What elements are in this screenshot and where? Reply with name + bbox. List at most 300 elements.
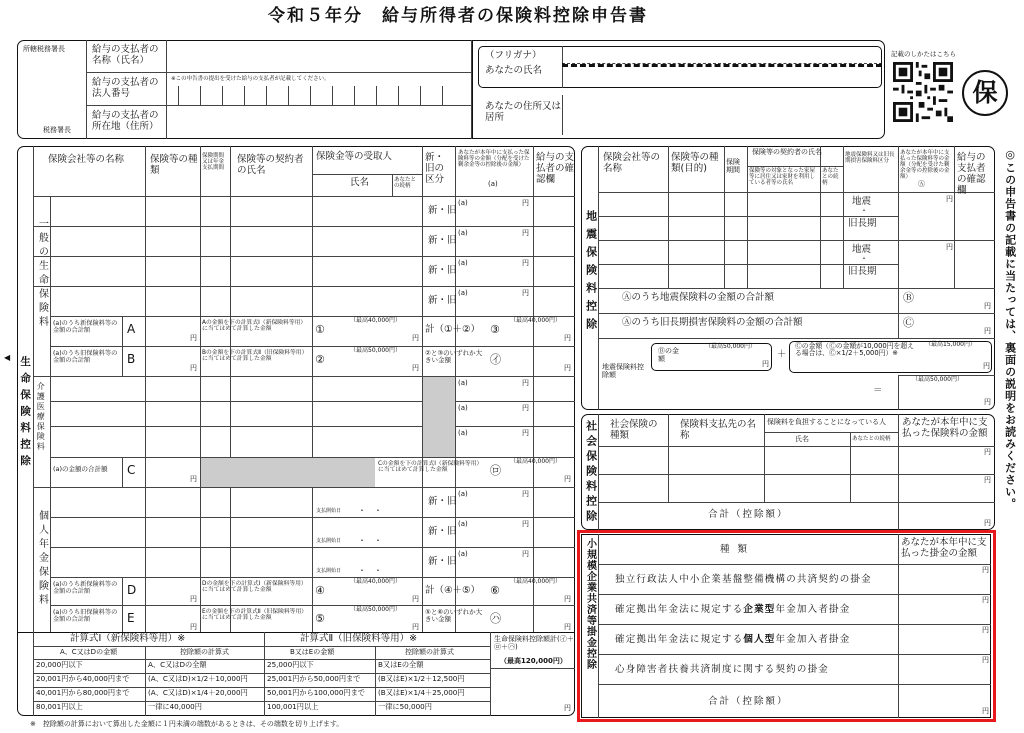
- grid-vline: [598, 534, 599, 718]
- summary-letter: E: [127, 611, 135, 625]
- yen-unit: 円: [412, 364, 419, 372]
- grid-vline: [50, 316, 51, 376]
- small-biz-label: 小規模企業共済等掛金控除: [584, 538, 596, 670]
- yen-unit: 円: [412, 623, 419, 631]
- yen-unit: 円: [522, 429, 529, 437]
- circ-number: ①: [315, 323, 325, 336]
- circ-number: ㋑: [490, 353, 501, 366]
- right-calc-label: ⑤と⑥のいずれか大きい金額: [425, 608, 483, 624]
- yen-unit: 円: [522, 199, 529, 207]
- summary-label: (a)のうち新保険料等の金額の合計額: [53, 320, 118, 334]
- circ-number: ㋺: [490, 464, 501, 477]
- yen-unit: 円: [984, 398, 991, 406]
- calc-cell: 50,001円から100,000円まで: [267, 688, 365, 697]
- calc-amount-field[interactable]: [330, 326, 410, 344]
- footnote: ※ 控除額の計算において算出した金額に１円未満の端数があるときは、その端数を切り上げます。: [30, 720, 344, 728]
- grid-vline: [264, 632, 265, 716]
- quake-kind: 旧長期: [848, 218, 877, 229]
- grid-hline: [598, 594, 991, 595]
- grid-hline: [598, 654, 991, 655]
- digit-divider: [222, 86, 223, 106]
- a-marker: (a): [458, 490, 468, 498]
- yen-unit: 円: [564, 704, 571, 712]
- yen-unit: 円: [564, 595, 571, 603]
- life-col-header: 氏名: [350, 177, 370, 188]
- quake-total-field[interactable]: [900, 385, 980, 407]
- yen-unit: 円: [190, 475, 197, 483]
- page-title: 令和５年分 給与所得者の保険料控除申告書: [268, 6, 648, 26]
- grid-vline: [230, 146, 231, 632]
- grid-vline: [820, 146, 821, 288]
- calc-cell: 80,001円以上: [36, 702, 83, 711]
- plus-sign: ＋: [777, 349, 787, 360]
- small-biz-amount-field[interactable]: [900, 566, 980, 592]
- calc-cell: (A、C又はD)×1/4＋20,000円: [148, 688, 248, 697]
- grid-vline: [145, 646, 146, 716]
- grid-vline: [122, 316, 123, 346]
- new-old-marker: 新・旧: [428, 235, 457, 246]
- small-biz-row-label: 独立行政法人中小企業基盤整備機構の共済契約の掛金: [615, 574, 872, 585]
- new-old-marker: 新・旧: [428, 265, 457, 276]
- circ-number: ④: [315, 584, 325, 597]
- formula1-title: 計算式Ⅰ（新保険料等用）※: [70, 633, 186, 644]
- quake-col-header: 保険等の契約者の氏名: [752, 148, 822, 156]
- social-col-header: 保険料支払先の名称: [680, 419, 757, 441]
- yen-unit: 円: [522, 259, 529, 267]
- grid-hline: [598, 474, 995, 475]
- small-biz-total-field[interactable]: [900, 686, 980, 714]
- payer-address-label: 給与の支払者の所在地（住所）: [92, 110, 159, 132]
- quake-b-label: Ⓐのうち地震保険料の金額の合計額: [622, 292, 775, 303]
- calc-col-header: 控除額の計算式: [180, 648, 229, 656]
- grid-vline: [533, 146, 534, 632]
- calc-cell: 40,001円から80,000円まで: [36, 688, 130, 697]
- circ-number: ②: [315, 353, 325, 366]
- yen-unit: 円: [982, 626, 989, 634]
- digit-divider: [420, 86, 421, 106]
- grid-hline: [598, 564, 991, 565]
- tax-office-suffix: 税務署長: [43, 126, 71, 134]
- formula2-title: 計算式Ⅱ（旧保険料等用）※: [300, 633, 418, 644]
- date-dots: ・ ・: [358, 566, 382, 575]
- life-total-field[interactable]: [493, 672, 563, 712]
- grid-vline: [312, 146, 313, 632]
- yen-unit: 円: [190, 623, 197, 631]
- calc-label: Aの金額を下の計算式Ⅰ（新保険料等用）に当てはめて計算した金額: [202, 320, 307, 333]
- your-address-label: あなたの住所又は居所: [485, 101, 562, 123]
- yen-unit: 円: [522, 550, 529, 558]
- summary-label: (a)のうち旧保険料等の金額の合計額: [53, 350, 118, 364]
- small-biz-col-kind: 種類: [720, 544, 756, 555]
- digit-divider: [244, 86, 245, 106]
- tax-office-label: 所轄税務署長: [23, 45, 65, 53]
- a-marker: (a): [458, 229, 468, 237]
- digit-divider: [266, 86, 267, 106]
- calc-label: Dの金額を下の計算式Ⅰ（新保険料等用）に当てはめて計算した金額: [202, 581, 307, 594]
- calc-cell: (B又はE)×1/2＋12,500円: [378, 674, 465, 683]
- circ-number: ⑥: [490, 584, 500, 597]
- quake-col-header: 給与の支払者の確認欄: [957, 152, 986, 196]
- summary-amount-field[interactable]: [135, 579, 195, 605]
- earthquake-label: 地震保険料控除: [584, 210, 598, 336]
- max-label: （最高50,000円）: [705, 343, 756, 350]
- yen-unit: 円: [564, 475, 571, 483]
- small-biz-row-label: 確定拠出年金法に規定する個人型年金加入者掛金: [615, 634, 851, 645]
- quake-kind: 地震: [852, 196, 872, 207]
- life-col-header: 保険等の種類: [150, 154, 198, 176]
- new-old-marker: 新・旧: [428, 295, 457, 306]
- premium-amount-field[interactable]: [470, 377, 532, 400]
- date-dots: ・ ・: [358, 536, 382, 545]
- calc-col-header: A、C又はDの金額: [60, 648, 118, 656]
- yen-unit: 円: [190, 595, 197, 603]
- yen-unit: 円: [522, 229, 529, 237]
- max-label: （最高15,000円）: [925, 341, 976, 348]
- calc-cell: 20,000円以下: [36, 660, 83, 669]
- yen-unit: 円: [190, 334, 197, 342]
- grid-vline: [598, 414, 599, 530]
- yen-unit: 円: [946, 243, 953, 251]
- max-label: （最高40,000円）: [350, 578, 401, 585]
- small-biz-row-label: 確定拠出年金法に規定する企業型年金加入者掛金: [615, 604, 851, 615]
- payer-number-field[interactable]: [167, 73, 472, 106]
- medical-label: 介護医療保険料: [36, 382, 46, 452]
- pay-start-label: 支払開始日: [316, 538, 342, 544]
- a-marker: (a): [458, 289, 468, 297]
- grid-vline: [392, 174, 393, 196]
- premium-amount-field[interactable]: [470, 548, 532, 576]
- quake-col-header: あなたとの続柄: [822, 168, 839, 187]
- new-old-marker: 新・旧: [428, 526, 457, 537]
- calc-cell: B又はEの全額: [378, 660, 424, 669]
- social-col-header: あなたとの続柄: [852, 436, 891, 442]
- grid-hline: [50, 346, 575, 347]
- grid-hline: [598, 192, 995, 193]
- grid-hline: [598, 338, 995, 339]
- life-col-header: 新・旧の区分: [425, 152, 445, 185]
- qr-label: 記載のしかたはこちら: [891, 50, 956, 58]
- yen-unit: 円: [522, 520, 529, 528]
- general-life-label: 一般の生命保険料: [36, 218, 48, 330]
- digit-divider: [376, 86, 377, 106]
- grid-vline: [598, 146, 599, 410]
- social-col-header: 氏名: [795, 435, 809, 443]
- quake-amount-field[interactable]: [900, 194, 952, 238]
- life-col-header: あなたが本年中に支払った保険料等の金額（分配を受けた剰余金等の控除後の金額）: [458, 150, 530, 169]
- digit-divider: [354, 86, 355, 106]
- small-biz-col-amount: あなたが本年中に支払った掛金の金額: [901, 537, 987, 559]
- payer-address-field[interactable]: [167, 106, 472, 139]
- social-label: 社会保険料控除: [584, 420, 598, 525]
- grid-hline: [598, 313, 995, 314]
- yen-unit: 円: [412, 334, 419, 342]
- life-col-header: 保険金等の受取人: [316, 151, 393, 162]
- grid-vline: [764, 414, 765, 502]
- right-calc-label: 計（①＋②）: [425, 324, 481, 335]
- summary-label: (a)のうち旧保険料等の金額の合計額: [53, 609, 118, 623]
- quake-kind-sep: ・: [860, 254, 868, 263]
- grid-vline: [50, 487, 51, 577]
- summary-amount-field[interactable]: [135, 459, 195, 485]
- grid-vline: [122, 605, 123, 635]
- grid-vline: [954, 146, 955, 288]
- payer-number-note: ※この申告書の提出を受けた給与の支払者が記載してください。: [171, 76, 330, 82]
- max-label: （最高50,000円）: [350, 347, 401, 354]
- grid-hline: [598, 502, 995, 503]
- life-arrow-icon: ◀: [4, 353, 11, 362]
- small-biz-amount-field[interactable]: [900, 596, 980, 622]
- quake-kind: 地震: [852, 244, 872, 255]
- grid-vline: [490, 632, 491, 716]
- yen-unit: 円: [984, 327, 991, 335]
- calc-cell: 25,000円以下: [267, 660, 314, 669]
- quake-kind: 旧長期: [848, 266, 877, 277]
- small-biz-row-label: 心身障害者扶養共済制度に関する契約の掛金: [615, 664, 830, 675]
- premium-amount-field[interactable]: [470, 227, 532, 255]
- life-total-max: （最高120,000円）: [500, 657, 567, 665]
- grid-vline: [747, 146, 748, 288]
- right-calc-label: ②と③のいずれか大きい金額: [425, 349, 483, 365]
- quake-amount-field[interactable]: [900, 242, 952, 286]
- payer-name-field[interactable]: [167, 40, 472, 73]
- pay-start-label: 支払開始日: [316, 508, 342, 514]
- yen-unit: 円: [984, 476, 991, 484]
- pension-label: 個人年金保険料: [36, 510, 48, 608]
- social-total-label: 合計（控除額）: [708, 509, 789, 520]
- grid-vline: [898, 414, 899, 530]
- calc-amount-field[interactable]: [330, 356, 410, 374]
- shaded-cell: [201, 458, 375, 487]
- social-amount-field[interactable]: [900, 448, 980, 472]
- yen-unit: 円: [522, 490, 529, 498]
- shaded-cell: [423, 377, 455, 457]
- grid-hline: [598, 240, 995, 241]
- digit-divider: [332, 86, 333, 106]
- grid-vline: [50, 196, 51, 316]
- yen-unit: 円: [982, 596, 989, 604]
- quake-col-header: 保険期間: [726, 158, 740, 175]
- quake-c-letter: Ⓒ: [903, 316, 914, 329]
- your-address-field[interactable]: [563, 95, 881, 135]
- digit-divider: [310, 86, 311, 106]
- quake-col-header: 保険会社等の名称: [603, 152, 661, 174]
- yen-unit: 円: [984, 302, 991, 310]
- grid-hline: [33, 646, 490, 647]
- a-marker: (a): [458, 550, 468, 558]
- life-col-header: 給与の支払者の確認欄: [536, 152, 575, 185]
- life-col-header: (a): [488, 180, 498, 188]
- max-label: （最高50,000円）: [350, 606, 401, 613]
- digit-divider: [288, 86, 289, 106]
- a-marker: (a): [458, 429, 468, 437]
- calc-amount-field[interactable]: [330, 587, 410, 605]
- a-marker: (a): [458, 404, 468, 412]
- grid-hline: [598, 446, 995, 447]
- social-total-field[interactable]: [900, 504, 980, 528]
- small-biz-total-label: 合計（控除額）: [708, 696, 789, 707]
- right-calc-label: 計（④＋⑤）: [425, 585, 481, 596]
- furigana-label: （フリガナ）: [485, 50, 542, 61]
- calc-label: Cの金額を下の計算式Ⅰ（新保険料等用）に当てはめて計算した金額: [378, 461, 483, 474]
- calc-label: Eの金額を下の計算式Ⅱ（旧保険料等用）に当てはめて計算した金額: [202, 609, 308, 622]
- quake-calc-c: Ⓒの金額（Ⓒの金額が10,000円を超える場合は、Ⓒ×1/2＋5,000円）※: [795, 342, 914, 358]
- premium-amount-field[interactable]: [470, 197, 532, 225]
- summary-letter: D: [127, 583, 137, 597]
- a-marker: (a): [458, 199, 468, 207]
- quake-kind-sep: ・: [860, 206, 868, 215]
- premium-amount-field[interactable]: [470, 518, 532, 546]
- grid-vline: [375, 646, 376, 716]
- calc-amount-field[interactable]: [330, 615, 410, 633]
- your-name-field[interactable]: [563, 64, 881, 87]
- life-col-header: 保険会社等の名称: [48, 154, 125, 165]
- grid-vline: [122, 577, 123, 607]
- premium-amount-field[interactable]: [470, 427, 532, 450]
- side-note: ◎この申告書の記載に当たっては、裏面の説明をお読みください。: [1003, 148, 1017, 510]
- grid-vline: [668, 146, 669, 288]
- yen-unit: 円: [522, 379, 529, 387]
- grid-vline: [843, 146, 844, 288]
- calc-cell: 100,001円以上: [267, 702, 319, 711]
- summary-label: (a)のうち新保険料等の金額の合計額: [53, 581, 118, 595]
- summary-letter: A: [127, 322, 136, 336]
- digit-divider: [398, 86, 399, 106]
- life-section-label: 生命保険料控除: [19, 356, 32, 472]
- premium-amount-field[interactable]: [470, 257, 532, 285]
- summary-letter: B: [127, 352, 136, 366]
- calc-col-header: B又はEの金額: [290, 648, 335, 656]
- grid-hline: [50, 316, 575, 317]
- grid-vline: [33, 632, 34, 716]
- calc-cell: 25,001円から50,000円まで: [267, 674, 361, 683]
- small-biz-amount-field[interactable]: [900, 626, 980, 652]
- life-col-header: 保険期間又は年金支払期間: [202, 153, 225, 172]
- yen-unit: 円: [762, 360, 769, 368]
- premium-amount-field[interactable]: [470, 488, 532, 516]
- yen-unit: 円: [982, 707, 989, 715]
- calc-cell: 20,001円から40,000円まで: [36, 674, 130, 683]
- max-label: （最高50,000円）: [912, 376, 963, 383]
- grid-hline: [50, 577, 575, 578]
- grid-hline: [490, 668, 575, 669]
- quake-col-header: 保険等の種類(目的): [671, 152, 719, 174]
- grid-vline: [724, 146, 725, 288]
- quake-calc-label: 地震保険料控除額: [602, 363, 644, 380]
- yen-unit: 円: [522, 289, 529, 297]
- summary-amount-field[interactable]: [135, 318, 195, 344]
- a-marker: (a): [458, 259, 468, 267]
- yen-unit: 円: [522, 404, 529, 412]
- quake-c-label: Ⓐのうち旧長期損害保険料の金額の合計額: [622, 317, 803, 328]
- calc-cell: (B又はE)×1/4＋25,000円: [378, 688, 465, 697]
- grid-hline: [50, 605, 575, 606]
- pay-start-label: 支払開始日: [316, 568, 342, 574]
- seal-mark: 保: [962, 70, 1008, 116]
- grid-vline: [898, 375, 899, 410]
- yen-unit: 円: [564, 364, 571, 372]
- grid-vline: [898, 534, 899, 718]
- grid-hline: [598, 624, 991, 625]
- yen-unit: 円: [982, 656, 989, 664]
- yen-unit: 円: [564, 623, 571, 631]
- summary-amount-field[interactable]: [135, 348, 195, 374]
- grid-vline: [668, 414, 669, 502]
- grid-vline: [122, 346, 123, 376]
- yen-unit: 円: [946, 195, 953, 203]
- quake-col-header: 保険等の対象となった家屋等に居住又は家財を利用している者等の氏名: [749, 168, 816, 187]
- grid-vline: [898, 146, 899, 288]
- calc-cell: A、C又はDの全額: [148, 660, 207, 669]
- qr-code-icon[interactable]: [893, 62, 953, 122]
- grid-hline: [598, 288, 995, 289]
- summary-amount-field[interactable]: [135, 607, 195, 633]
- social-col-header: 保険料を負担することになっている人: [767, 418, 886, 426]
- yen-unit: 円: [982, 566, 989, 574]
- small-biz-amount-field[interactable]: [900, 656, 980, 682]
- quake-b-letter: Ⓑ: [903, 291, 914, 304]
- digit-divider: [442, 86, 443, 106]
- grid-vline: [200, 146, 201, 632]
- grid-hline: [764, 432, 898, 433]
- new-old-marker: 新・旧: [428, 556, 457, 567]
- date-dots: ・ ・: [358, 506, 382, 515]
- digit-divider: [200, 86, 201, 106]
- payer-number-label: 給与の支払者の法人番号: [92, 77, 159, 99]
- grid-hline: [747, 166, 843, 167]
- grid-vline: [50, 577, 51, 632]
- summary-letter: C: [127, 463, 136, 477]
- grid-hline: [312, 174, 422, 175]
- quake-calc-b: Ⓑの金額: [658, 347, 679, 364]
- circ-number: ㋩: [490, 612, 501, 625]
- new-old-marker: 新・旧: [428, 496, 457, 507]
- grid-vline: [122, 457, 123, 487]
- digit-divider: [178, 86, 179, 106]
- life-total-label: 生命保険料控除額計(㋑＋㋺＋㋩): [494, 635, 574, 651]
- grid-vline: [850, 432, 851, 502]
- circ-number: ③: [490, 323, 500, 336]
- calc-label: Bの金額を下の計算式Ⅱ（旧保険料等用）に当てはめて計算した金額: [202, 350, 308, 363]
- a-marker: (a): [458, 379, 468, 387]
- quake-col-header: Ⓐ: [918, 180, 925, 188]
- quake-col-header: あなたが本年中に支払った保険料等の金額（分配を受けた剰余金等の控除後の金額）: [900, 150, 950, 181]
- max-label: （最高40,000円）: [510, 578, 561, 585]
- max-label: （最高40,000円）: [510, 458, 561, 465]
- social-amount-field[interactable]: [900, 476, 980, 500]
- premium-amount-field[interactable]: [470, 287, 532, 315]
- yen-unit: 円: [190, 364, 197, 372]
- calc-cell: 一律に40,000円: [148, 702, 202, 711]
- grid-vline: [50, 376, 51, 487]
- life-col-header: 保険等の契約者の氏名: [237, 154, 304, 176]
- life-col-header: あなたとの続柄: [394, 177, 417, 190]
- a-marker: (a): [458, 520, 468, 528]
- grid-vline: [145, 146, 146, 632]
- yen-unit: 円: [984, 519, 991, 527]
- premium-amount-field[interactable]: [470, 402, 532, 425]
- social-col-header: あなたが本年中に支払った保険料の金額: [902, 417, 988, 439]
- summary-label: (a)の金額の合計額: [53, 465, 108, 473]
- calc-cell: 一律に50,000円: [378, 702, 432, 711]
- yen-unit: 円: [984, 448, 991, 456]
- grid-hline: [598, 216, 898, 217]
- calc-cell: (A、C又はD)×1/2＋10,000円: [148, 674, 248, 683]
- max-label: （最高40,000円）: [350, 317, 401, 324]
- grid-hline: [598, 684, 991, 685]
- new-old-marker: 新・旧: [428, 205, 457, 216]
- yen-unit: 円: [983, 362, 990, 370]
- social-col-header: 社会保険の種類: [610, 419, 658, 441]
